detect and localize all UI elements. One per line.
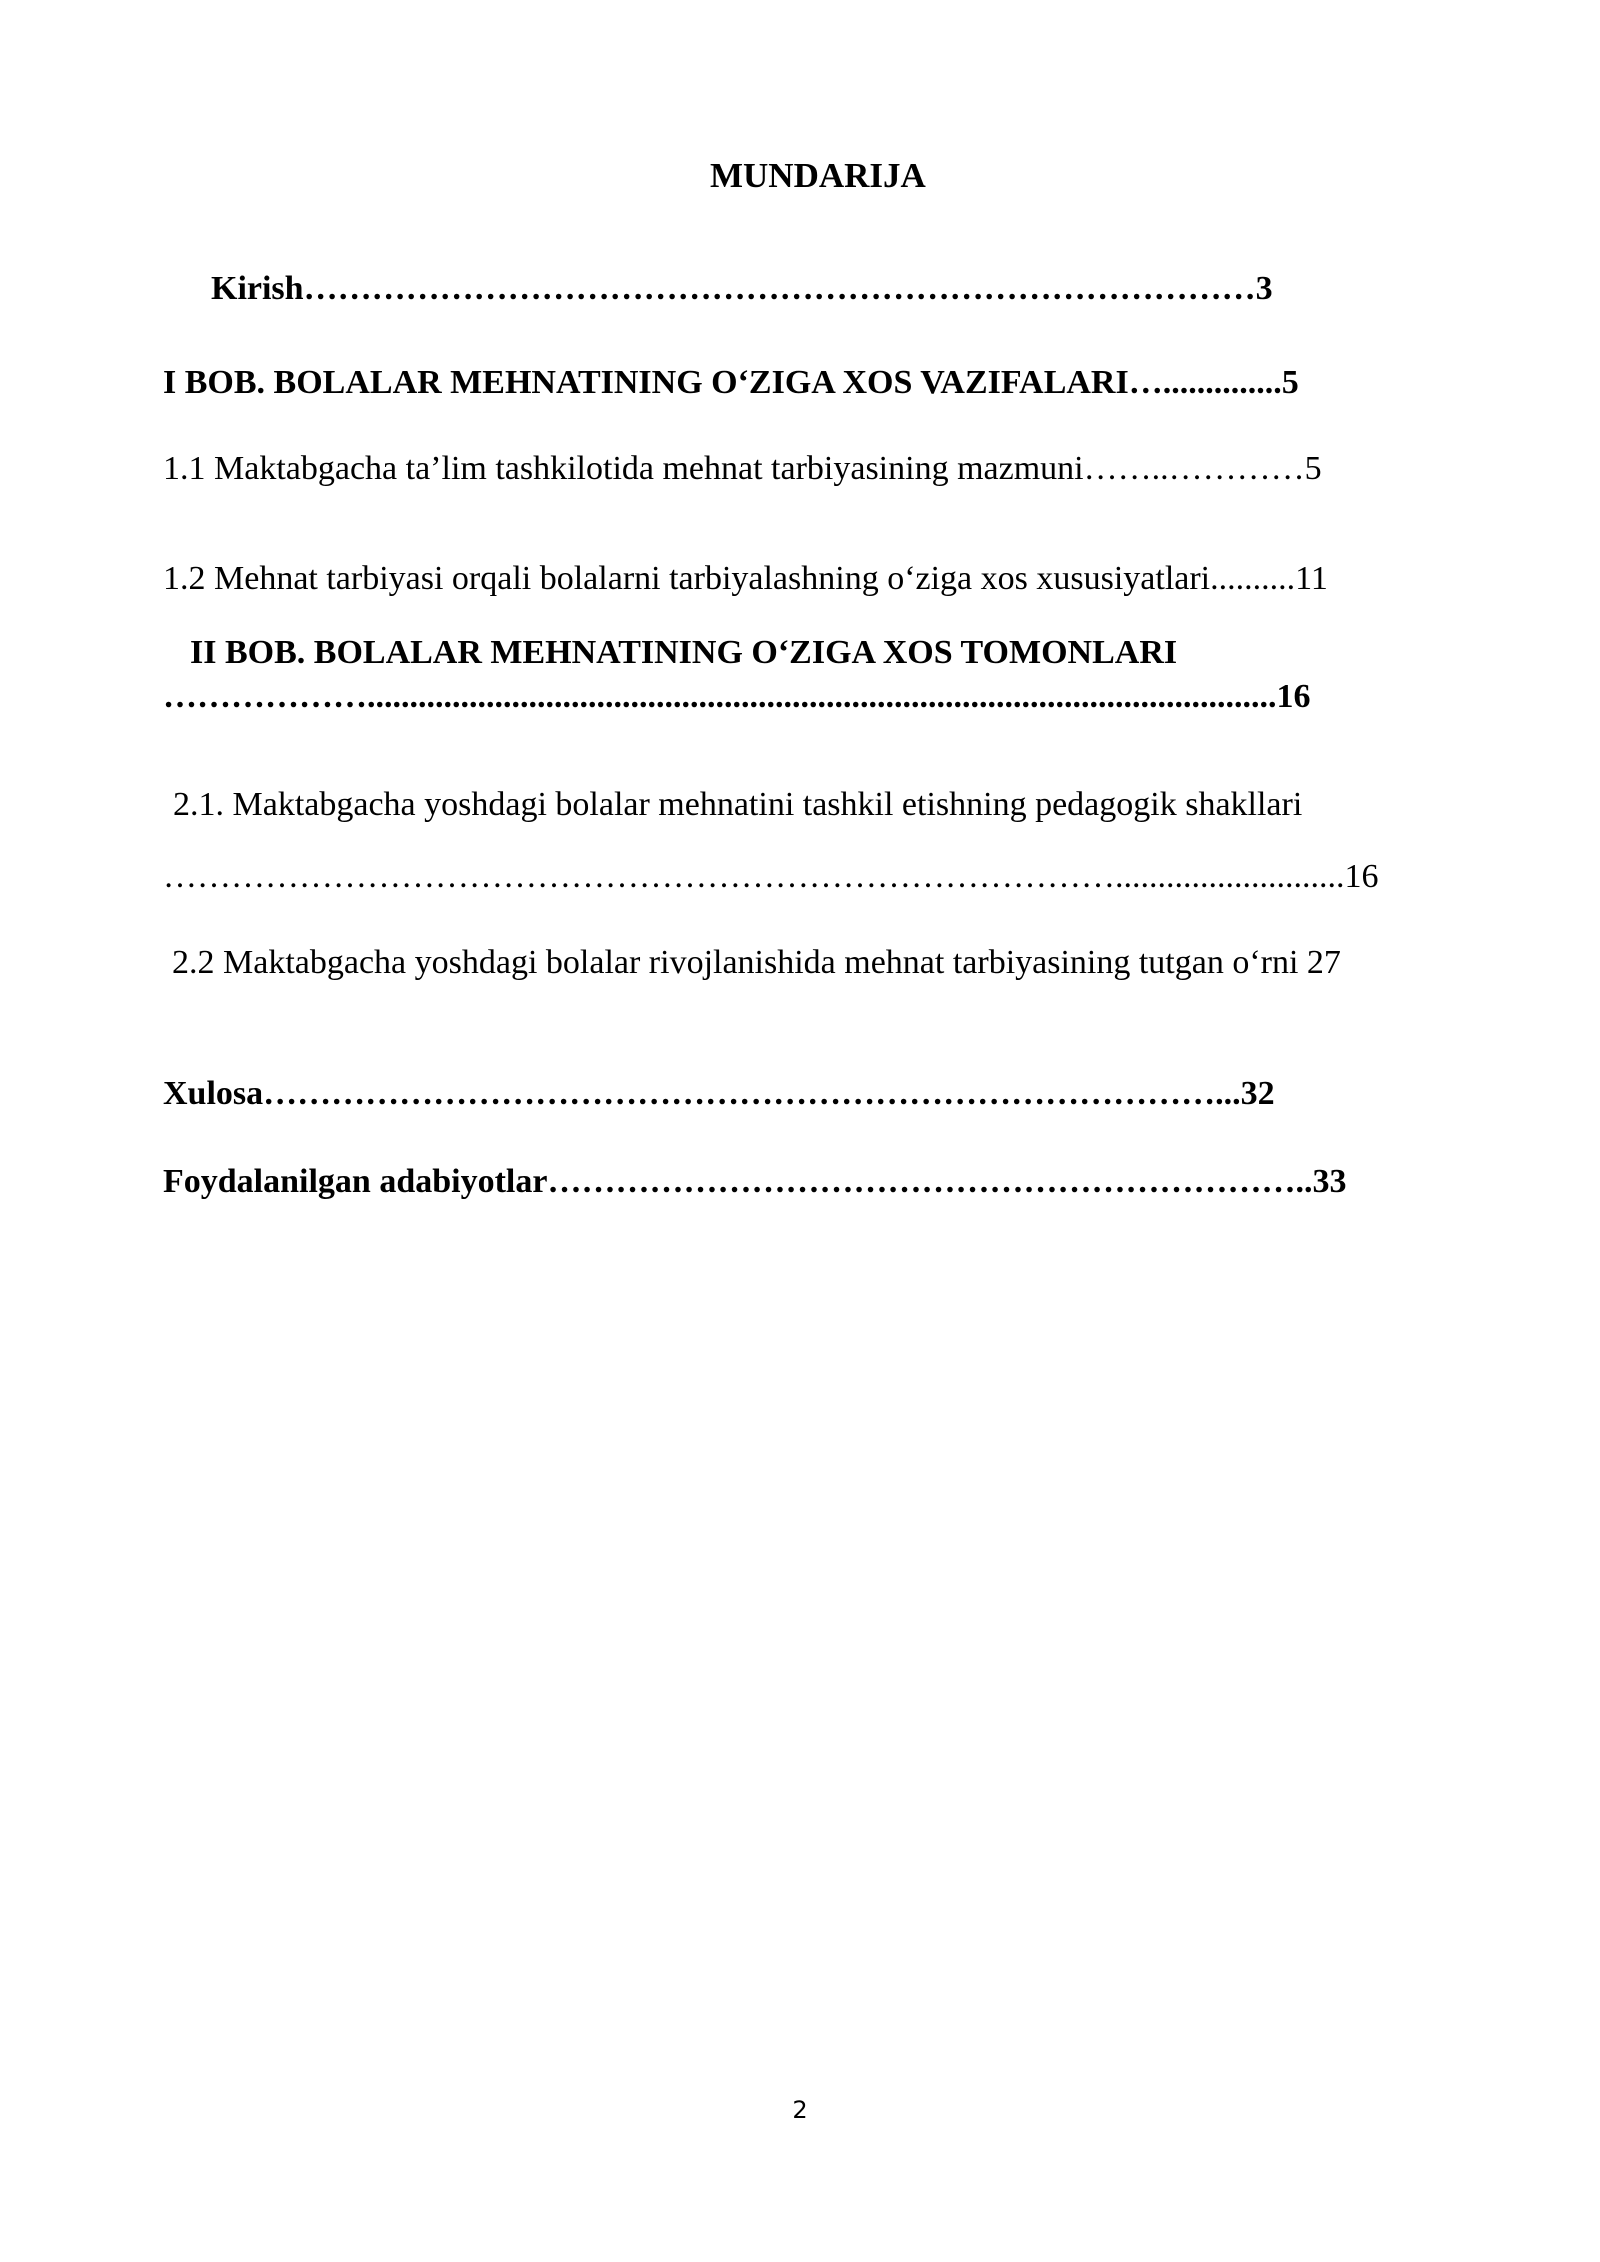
toc-entry-section-2-1-title: 2.1. Maktabgacha yoshdagi bolalar mehnatini tashkil etishning pedagogik shakllari bbox=[173, 786, 1303, 823]
toc-entry-section-2-1-leader: …………………………………………………………………………...........................16 bbox=[163, 860, 1379, 894]
toc-entry-section-1-1: 1.1 Maktabgacha ta’lim tashkilotida mehnat tarbiyasining mazmuni……..…………5 bbox=[163, 452, 1322, 486]
toc-entry-chapter-1: I BOB. BOLALAR MEHNATINING O‘ZIGA XOS VAZIFALARI…..............5 bbox=[163, 366, 1299, 400]
toc-entry-section-2-2: 2.2 Maktabgacha yoshdagi bolalar rivojlanishida mehnat tarbiyasining tutgan o‘rni 27 bbox=[172, 944, 1341, 981]
toc-entry-chapter-2-leader: ………………...........................................................................................................16 bbox=[163, 680, 1311, 714]
toc-entry-xulosa: Xulosa…………………………………………………………………………...32 bbox=[163, 1077, 1275, 1111]
toc-entry-kirish: Kirish…………………………………………………………………………3 bbox=[211, 272, 1273, 306]
toc-entry-references: Foydalanilgan adabiyotlar…………………………………………………………..33 bbox=[163, 1165, 1347, 1199]
page-title: MUNDARIJA bbox=[710, 156, 926, 195]
page-number: 2 bbox=[792, 2096, 808, 2124]
toc-entry-section-1-2: 1.2 Mehnat tarbiyasi orqali bolalarni tarbiyalashning o‘ziga xos xususiyatlari..........11 bbox=[163, 562, 1328, 596]
toc-entry-chapter-2-title: II BOB. BOLALAR MEHNATINING O‘ZIGA XOS TOMONLARI bbox=[190, 634, 1178, 671]
